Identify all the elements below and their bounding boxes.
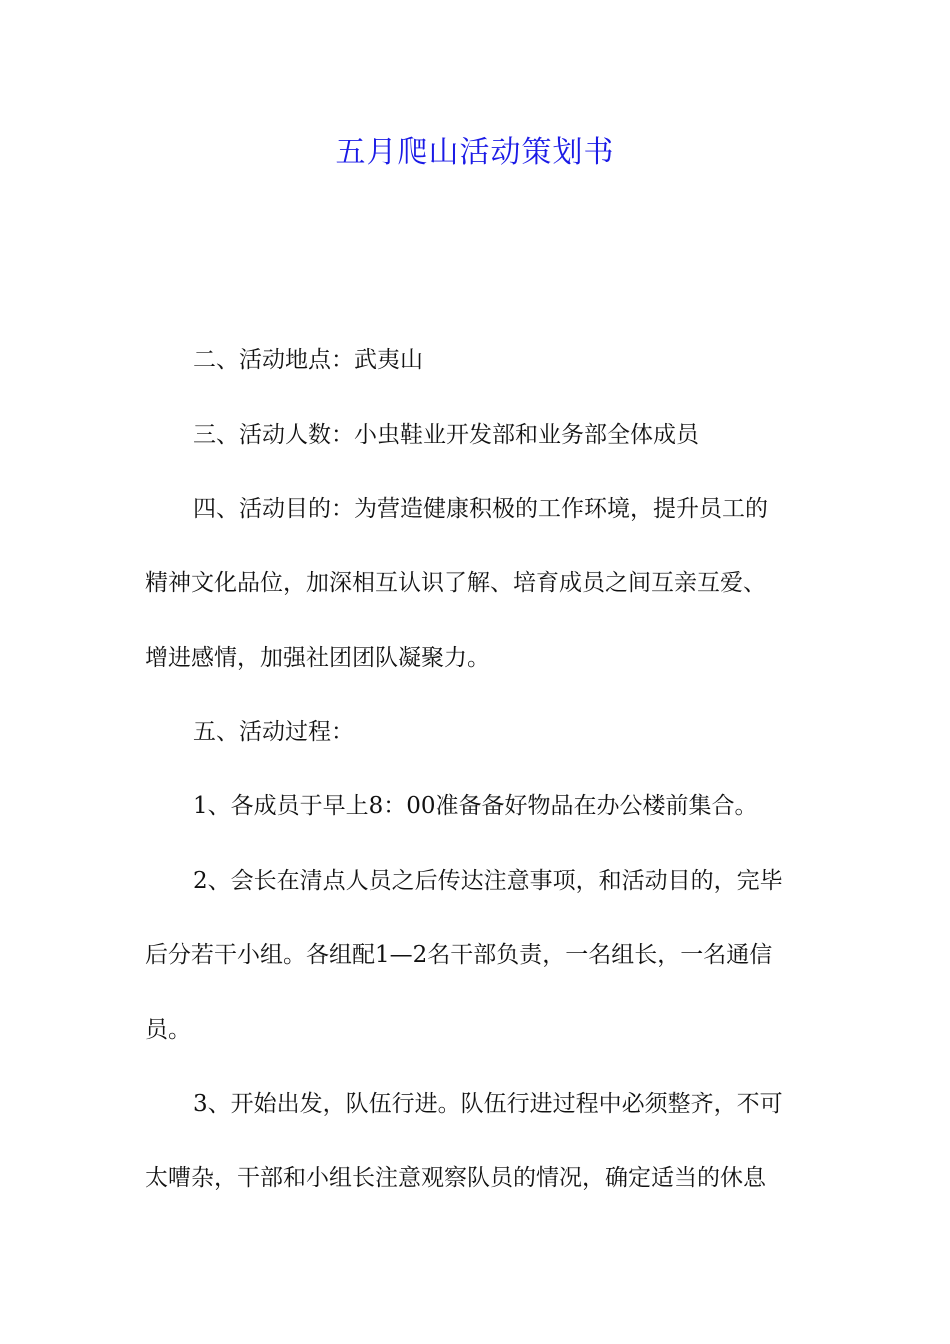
paragraph-line-participants: 三、活动人数：小虫鞋业开发部和业务部全体成员	[193, 422, 699, 448]
paragraph-line-step-2c: 员。	[145, 1017, 191, 1043]
paragraph-line-step-2b: 后分若干小组。各组配1—2名干部负责，一名组长，一名通信	[145, 942, 773, 968]
paragraph-line-step-1: 1、各成员于早上8：00准备备好物品在办公楼前集合。	[193, 793, 758, 819]
paragraph-line-step-3a: 3、开始出发，队伍行进。队伍行进过程中必须整齐，不可	[193, 1091, 783, 1117]
document-title: 五月爬山活动策划书	[335, 135, 615, 170]
paragraph-line-purpose-3: 增进感情，加强社团团队凝聚力。	[145, 645, 490, 671]
paragraph-line-step-3b: 太嘈杂，干部和小组长注意观察队员的情况，确定适当的休息	[145, 1165, 766, 1191]
paragraph-line-purpose-1: 四、活动目的：为营造健康积极的工作环境，提升员工的	[193, 496, 768, 522]
paragraph-line-step-2a: 2、会长在清点人员之后传达注意事项，和活动目的，完毕	[193, 868, 783, 894]
paragraph-line-process-heading: 五、活动过程：	[193, 719, 354, 745]
paragraph-line-location: 二、活动地点：武夷山	[193, 347, 423, 373]
paragraph-line-purpose-2: 精神文化品位，加深相互认识了解、培育成员之间互亲互爱、	[145, 570, 766, 596]
